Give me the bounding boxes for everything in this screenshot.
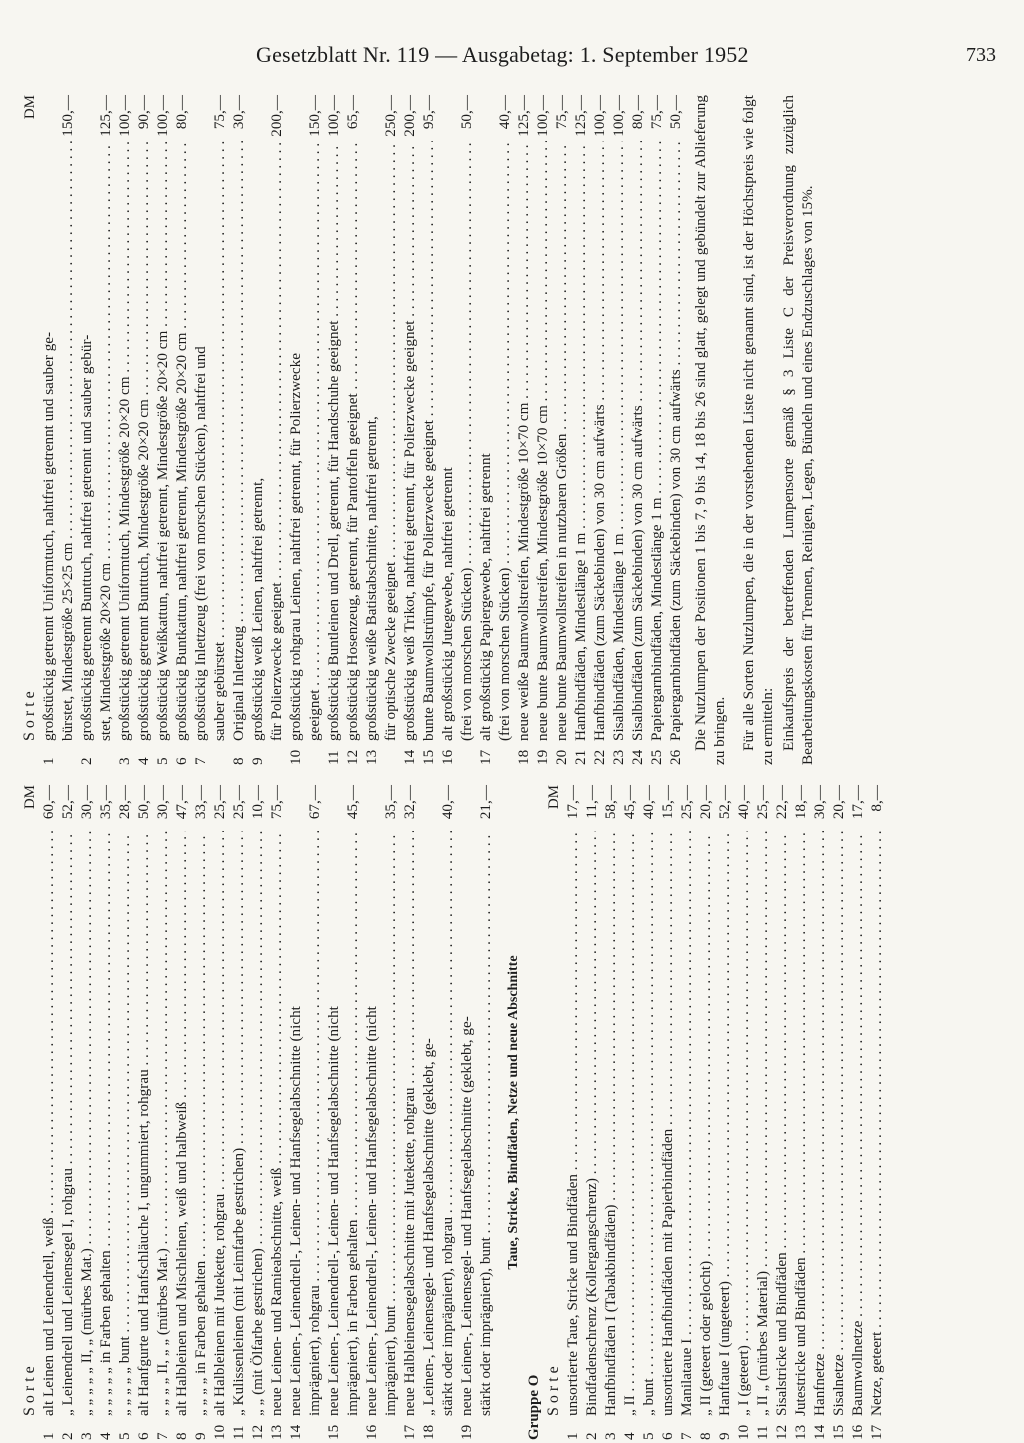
sort-number: 13: [268, 1424, 285, 1440]
sort-number: 3: [78, 1432, 95, 1440]
table-row: [639, 785, 658, 1440]
sort-description: großstückig weiß Trikot, nahtfrei getrennt, für Polierzwecke geeignet . . .: [400, 141, 419, 741]
sort-description: Sisalstricke und Bindfäden . . .: [772, 831, 791, 1416]
table-row: [867, 785, 886, 1440]
sort-description: Hanftaue I (ungeteert) . . .: [715, 831, 734, 1416]
sort-number: 9: [192, 1432, 209, 1440]
sort-price: 50,—: [667, 95, 684, 130]
sort-price: 75,—: [553, 95, 570, 130]
table-row: [115, 785, 134, 1440]
table-row: [810, 785, 829, 1440]
left-item-list: [39, 785, 495, 1440]
sort-price: 40,—: [640, 785, 657, 820]
sort-description: alt großstückig Jutegewebe, nahtfrei getrennt: [439, 467, 456, 741]
sort-description: imprägniert), bunt . . .: [381, 831, 400, 1416]
table-row: [476, 785, 495, 1440]
table-row: [96, 785, 115, 1440]
sort-price: 65,—: [344, 95, 361, 130]
sort-description: imprägniert), rohgrau . . .: [305, 831, 324, 1416]
sort-price: 100,—: [116, 95, 133, 137]
sort-number: 10: [287, 749, 304, 765]
sort-price: 11,—: [583, 785, 600, 819]
sort-price: 20,—: [830, 785, 847, 820]
table-row: [677, 785, 696, 1440]
sort-description: Papiergarnbindfäden (zum Säckebinden) von 30 cm aufwärts . . .: [666, 141, 685, 741]
sort-number: 20: [553, 749, 570, 765]
sort-number: 14: [811, 1424, 828, 1440]
table-row: [419, 785, 438, 1440]
sort-price: 28,—: [116, 785, 133, 820]
sort-price: 100,—: [610, 95, 627, 137]
sort-price: 100,—: [591, 95, 608, 137]
right-sorte-heading: Sorte: [21, 687, 38, 741]
sort-number: 2: [59, 1432, 76, 1440]
table-row: [58, 95, 77, 765]
sort-description: Sisalbindfäden, Mindestlänge 1 m . . .: [609, 141, 628, 741]
sort-description: großstückig Buntkattun, nahtfrei getrennt, Mindestgröße 20×20 cm . . .: [172, 141, 191, 741]
page-header: [60, 42, 1000, 76]
sort-description: geeignet . . .: [305, 141, 324, 741]
sort-price: 52,—: [716, 785, 733, 820]
sort-description: neue Halbleinensegelabschnitte mit Jutekette, rohgrau . . .: [400, 831, 419, 1416]
sort-description: stärkt oder imprägniert), bunt . . .: [476, 831, 495, 1416]
table-row: [514, 95, 533, 765]
column-heading: [20, 785, 39, 1440]
table-row: [153, 785, 172, 1440]
sort-price: 80,—: [173, 95, 190, 130]
table-row: [438, 785, 457, 1440]
sort-number: 15: [420, 749, 437, 765]
right-item-list: [39, 95, 685, 765]
sort-price: 75,—: [211, 95, 228, 130]
table-row: [658, 785, 677, 1440]
sort-price: 150,—: [59, 95, 76, 137]
table-row: [552, 95, 571, 765]
table-row: [305, 785, 324, 1440]
sort-description: unsortierte Hanfbindfäden mit Papierbindfäden . . .: [658, 831, 677, 1416]
table-row: [362, 95, 381, 765]
sort-price: 25,—: [230, 785, 247, 820]
sort-number: 16: [849, 1424, 866, 1440]
sort-number: 3: [116, 757, 133, 765]
sort-price: 40,—: [735, 785, 752, 820]
sort-description: Hanfnetze . . .: [810, 831, 829, 1416]
table-row: [628, 95, 647, 765]
sort-number: 17: [477, 749, 494, 765]
sort-description: „ „ „ „ „ II, „ (mürbes Mat.) . . .: [77, 831, 96, 1416]
sorte-heading: Sorte: [21, 1362, 38, 1416]
sort-description: großstückig weiße Batistabschnitte, nahtfrei getrennt,: [363, 416, 380, 741]
table-row: [362, 785, 381, 1440]
sort-description: „ bunt . . .: [639, 831, 658, 1416]
sort-number: 5: [116, 1432, 133, 1440]
sort-number: 19: [458, 1424, 475, 1440]
sort-price: 8,—: [868, 785, 885, 812]
sort-price: 50,—: [458, 95, 475, 130]
sort-price: 30,—: [78, 785, 95, 820]
table-row: [590, 95, 609, 765]
sort-description: bunte Baumwollstrümpfe, für Polierzwecke geeignet . . .: [419, 141, 438, 741]
sort-price: 18,—: [792, 785, 809, 820]
sort-description: Bindfadenschrenz (Kollergangschrenz) . . .: [582, 831, 601, 1416]
sort-number: 17: [868, 1424, 885, 1440]
sort-price: 80,—: [629, 95, 646, 130]
sort-description: stärkt oder imprägniert), rohgrau . . .: [438, 831, 457, 1416]
sort-description: (frei von morschen Stücken) . . .: [457, 141, 476, 741]
group-title: Taue, Stricke, Bindfäden, Netze und neue Abschnitte: [506, 955, 521, 1270]
sort-number: 14: [401, 749, 418, 765]
sort-price: 60,—: [40, 785, 57, 820]
sort-price: 30,—: [230, 95, 247, 130]
table-row: [343, 95, 362, 765]
sort-description: großstückig Hosenzeug, getrennt, für Pantoffeln geeignet . . .: [343, 141, 362, 741]
sort-price: 200,—: [401, 95, 418, 137]
sort-number: 15: [325, 1424, 342, 1440]
table-row: [267, 785, 286, 1440]
sort-description: neue bunte Baumwollstreifen, Mindestgröße 10×70 cm . . .: [533, 141, 552, 741]
sort-description: großstückig Weißkattun, nahtfrei getrennt, Mindestgröße 20×20 cm . . .: [153, 141, 172, 741]
sort-number: 12: [344, 749, 361, 765]
sort-number: 7: [678, 1432, 695, 1440]
right-column-heading: [20, 95, 39, 765]
table-row: [305, 95, 324, 765]
sort-price: 47,—: [173, 785, 190, 820]
sort-description: „ Leinendrell und Leinensegel I, rohgrau . . .: [58, 831, 77, 1416]
sort-description: Netze, geteert . . .: [867, 831, 886, 1416]
table-row: [115, 95, 134, 765]
sort-price: 75,—: [648, 95, 665, 130]
table-row: [96, 95, 115, 765]
sort-description: großstückig Inlettzeug (frei von morschen Stücken), nahtfrei und: [192, 346, 209, 741]
sort-number: 17: [401, 1424, 418, 1440]
sort-price: 150,—: [306, 95, 323, 137]
sort-price: 200,—: [268, 95, 285, 137]
sort-number: 8: [697, 1432, 714, 1440]
sort-number: 2: [583, 1432, 600, 1440]
sort-description: neue Leinen-, Leinendrell-, Leinen- und Hanfsegelabschnitte (nicht: [325, 1006, 342, 1416]
sort-number: 8: [230, 757, 247, 765]
table-row: [324, 95, 343, 765]
table-row: [39, 785, 58, 1440]
table-row: [153, 95, 172, 765]
sort-number: 7: [192, 757, 209, 765]
sort-number: 22: [591, 749, 608, 765]
table-row: [286, 785, 305, 1440]
sort-price: 90,—: [135, 95, 152, 130]
sort-description: „ „ „ „ II, „ „ (mürbes Mat.) . . .: [153, 831, 172, 1416]
table-row: [248, 785, 267, 1440]
sort-price: 33,—: [192, 785, 209, 820]
sort-number: 4: [97, 1432, 114, 1440]
sort-number: 2: [78, 757, 95, 765]
table-row: [715, 785, 734, 1440]
table-row: [734, 785, 753, 1440]
sort-price: 100,—: [325, 95, 342, 137]
table-row: [343, 785, 362, 1440]
sort-description: sauber gebürstet . . .: [210, 141, 229, 741]
sort-description: großstückig rohgrau Leinen, nahtfrei getrennt, für Polierzwecke: [287, 353, 304, 741]
sort-number: 13: [792, 1424, 809, 1440]
sort-description: Hanfbindfäden (zum Säckebinden) von 30 cm aufwärts . . .: [590, 141, 609, 741]
sort-description: neue Leinen- und Ramieabschnitte, weiß . . .: [267, 831, 286, 1416]
rotated-price-table: [20, 85, 955, 1440]
table-row: [400, 785, 419, 1440]
table-row: [134, 785, 153, 1440]
sort-number: 12: [773, 1424, 790, 1440]
sort-price: 10,—: [249, 785, 266, 820]
sort-number: 18: [420, 1424, 437, 1440]
sort-price: 40,—: [496, 95, 513, 130]
sort-description: „ Kulissenleinen (mit Leimfarbe gestrichen) . . .: [229, 831, 248, 1416]
table-row: [582, 785, 601, 1440]
table-row: [191, 785, 210, 1440]
sort-number: 5: [640, 1432, 657, 1440]
group-sorte-heading: Sorte: [545, 1362, 562, 1416]
sort-price: 50,—: [135, 785, 152, 820]
left-column: [20, 785, 955, 1440]
sort-price: 35,—: [382, 785, 399, 820]
sort-description: Original Inlettzeug . . .: [229, 141, 248, 741]
sort-price: 35,—: [97, 785, 114, 820]
sort-price: 125,—: [97, 95, 114, 137]
table-row: [620, 785, 639, 1440]
table-row: [647, 95, 666, 765]
sort-description: „ I (geteert) . . .: [734, 831, 753, 1416]
sort-description: großstückig Buntleinen und Drell, getrennt, für Handschuhe geeignet . . .: [324, 141, 343, 741]
note-other-sorts: Für alle Sorten Nutzlumpen, die in der vorstehenden Liste nicht genannt sind, ist der Höchstpreis wie folgt zu ermitteln:: [740, 95, 776, 765]
table-row: [39, 95, 58, 765]
table-row: [601, 785, 620, 1440]
table-row: [324, 785, 343, 1440]
sort-price: 67,—: [306, 785, 323, 820]
sort-price: 75,—: [268, 785, 285, 820]
table-row: [571, 95, 590, 765]
sort-description: alt Halbleinen und Mischleinen, weiß und halbweiß . . .: [172, 831, 191, 1416]
sort-number: 4: [135, 757, 152, 765]
notes: [691, 95, 817, 765]
sort-number: 9: [249, 757, 266, 765]
sort-price: 32,—: [401, 785, 418, 820]
sort-description: Jutestricke und Bindfäden . . .: [791, 831, 810, 1416]
table-row: [58, 785, 77, 1440]
sort-description: „ „ (mit Ölfarbe gestrichen) . . .: [248, 831, 267, 1416]
sort-number: 25: [648, 749, 665, 765]
sort-description: neue weiße Baumwollstreifen, Mindestgröße 10×70 cm . . .: [514, 141, 533, 741]
sort-number: 7: [154, 1432, 171, 1440]
sort-description: Manilataue I . . .: [677, 831, 696, 1416]
table-row: [791, 785, 810, 1440]
table-row: [286, 95, 305, 765]
sort-number: 15: [830, 1424, 847, 1440]
sort-price: 125,—: [515, 95, 532, 137]
sort-description: „ II . . .: [620, 831, 639, 1416]
table-row: [248, 95, 267, 765]
table-row: [666, 95, 685, 765]
table-row: [609, 95, 628, 765]
note-price-formula: Einkaufspreis der betreffenden Lumpensorte gemäß § 3 Liste C der Preisverordnung zuzüglich Bearbeitungskosten für Trennen, Reinigen, Legen, Bündeln und eines Endzuschlages von 15%.: [780, 95, 816, 765]
sort-description: alt großstückig Papiergewebe, nahtfrei getrennt: [477, 453, 494, 741]
table-row: [229, 95, 248, 765]
table-row: [381, 95, 400, 765]
group-currency-heading: DM: [546, 785, 562, 810]
sort-number: 13: [363, 749, 380, 765]
table-row: [400, 95, 419, 765]
sort-description: alt Halbleinen mit Jutekette, rohgrau . . .: [210, 831, 229, 1416]
sort-price: 22,—: [773, 785, 790, 820]
sort-number: 10: [211, 1424, 228, 1440]
sort-description: Papiergarnbindfäden, Mindestlänge 1 m . . .: [647, 141, 666, 741]
sort-price: 125,—: [572, 95, 589, 137]
sort-price: 20,—: [697, 785, 714, 820]
sort-price: 21,—: [477, 785, 494, 820]
sort-number: 14: [287, 1424, 304, 1440]
sort-number: 19: [534, 749, 551, 765]
sort-number: 9: [716, 1432, 733, 1440]
sort-description: großstückig getrennt Bunttuch, nahtfrei getrennt und sauber gebür-: [78, 334, 95, 741]
sort-description: Baumwollnetze . . .: [848, 831, 867, 1416]
currency-heading: DM: [22, 785, 38, 810]
table-row: [753, 785, 772, 1440]
sort-number: 16: [439, 749, 456, 765]
sort-description: „ II (geteert oder gelocht) . . .: [696, 831, 715, 1416]
sort-description: neue Leinen-, Leinensegel- und Hanfsegelabschnitte (geklebt, ge-: [458, 1016, 475, 1416]
sort-description: „ II „ (mürbes Material) . . .: [753, 831, 772, 1416]
sort-description: neue Leinen-, Leinendrell-, Leinen- und Hanfsegelabschnitte (nicht: [287, 1006, 304, 1416]
sort-description: Hanfbindfäden I (Tabakbindfäden) . . .: [601, 831, 620, 1416]
sort-number: 12: [249, 1424, 266, 1440]
table-row: [172, 95, 191, 765]
table-row: [134, 95, 153, 765]
sort-number: 21: [572, 749, 589, 765]
table-row: [381, 785, 400, 1440]
sort-price: 95,—: [420, 95, 437, 130]
sort-price: 30,—: [811, 785, 828, 820]
table-row: [696, 785, 715, 1440]
table-row: [210, 785, 229, 1440]
table-row: [229, 785, 248, 1440]
sort-number: 1: [40, 1432, 57, 1440]
table-row: [457, 785, 476, 1440]
sort-number: 3: [602, 1432, 619, 1440]
sort-price: 100,—: [154, 95, 171, 137]
table-row: [172, 785, 191, 1440]
sort-number: 8: [173, 1432, 190, 1440]
sort-description: großstückig weiß Leinen, nahtfrei getrennt,: [249, 477, 266, 741]
sort-price: 25,—: [678, 785, 695, 820]
sort-price: 40,—: [439, 785, 456, 820]
sort-number: 1: [564, 1432, 581, 1440]
sort-price: 25,—: [211, 785, 228, 820]
sort-number: 18: [515, 749, 532, 765]
sort-price: 17,—: [564, 785, 581, 820]
sort-number: 26: [667, 749, 684, 765]
group-item-list: [563, 785, 886, 1440]
sort-number: 1: [40, 757, 57, 765]
sort-description: großstückig getrennt Uniformtuch, Mindestgröße 20×20 cm . . .: [115, 141, 134, 741]
sort-description: „ „ „ „ „ bunt . . .: [115, 831, 134, 1416]
sort-number: 11: [325, 750, 342, 765]
sort-description: für optische Zwecke geeignet . . .: [381, 141, 400, 741]
sort-price: 25,—: [754, 785, 771, 820]
sort-description: „ „ „ „ „ in Farben gehalten . . .: [96, 831, 115, 1416]
sort-number: 10: [735, 1424, 752, 1440]
page-number: 733: [966, 44, 996, 66]
sort-description: Sisalnetze . . .: [829, 831, 848, 1416]
table-row: [848, 785, 867, 1440]
sort-price: 45,—: [621, 785, 638, 820]
sort-number: 6: [173, 757, 190, 765]
sort-price: 52,—: [59, 785, 76, 820]
table-row: [267, 95, 286, 765]
sort-number: 4: [621, 1432, 638, 1440]
sort-number: 23: [610, 749, 627, 765]
sort-description: bürstet, Mindestgröße 25×25 cm . . .: [58, 141, 77, 741]
table-row: [438, 95, 457, 765]
group-column-heading: [544, 785, 563, 1440]
note-bundling: Die Nutzlumpen der Positionen 1 bis 7, 9 bis 14, 18 bis 26 sind glatt, gelegt und gebündelt zur Ablieferung zu bringen.: [692, 95, 728, 765]
table-row: [419, 95, 438, 765]
right-column: [20, 95, 955, 765]
sort-description: alt Leinen und Leinendrell, weiß . . .: [39, 831, 58, 1416]
table-row: [210, 95, 229, 765]
sort-price: 45,—: [344, 785, 361, 820]
table-row: [563, 785, 582, 1440]
sort-price: 100,—: [534, 95, 551, 137]
table-row: [476, 95, 495, 765]
sort-number: 16: [363, 1424, 380, 1440]
sort-price: 58,—: [602, 785, 619, 820]
sort-number: 6: [135, 1432, 152, 1440]
table-row: [533, 95, 552, 765]
sort-description: alt Hanfgurte und Hanfschläuche I, ungummiert, rohgrau . . .: [134, 831, 153, 1416]
table-row: [191, 95, 210, 765]
sort-description: „ „ „ „ in Farben gehalten . . .: [191, 831, 210, 1416]
gazette-title: Gesetzblatt Nr. 119 — Ausgabetag: 1. September 1952: [256, 42, 749, 67]
right-currency-heading: DM: [22, 95, 38, 120]
sort-number: 6: [659, 1432, 676, 1440]
sort-description: großstückig getrennt Bunttuch, Mindestgröße 20×20 cm . . .: [134, 141, 153, 741]
sort-description: (frei von morschen Stücken) . . .: [495, 141, 514, 741]
sort-price: 250,—: [382, 95, 399, 137]
table-row: [77, 95, 96, 765]
sort-description: neue bunte Baumwollstreifen in nutzbaren Größen . . .: [552, 141, 571, 741]
sort-description: neue Leinen-, Leinendrell-, Leinen- und Hanfsegelabschnitte (nicht: [363, 1006, 380, 1416]
sort-number: 24: [629, 749, 646, 765]
sort-price: 30,—: [154, 785, 171, 820]
sort-description: für Polierzwecke geeignet . . .: [267, 141, 286, 741]
sort-description: „ Leinen-, Leinensegel- und Hanfsegelabschnitte (geklebt, ge-: [420, 1038, 437, 1416]
sort-description: stet, Mindestgröße 20×20 cm . . .: [96, 141, 115, 741]
sort-description: imprägniert), in Farben gehalten . . .: [343, 831, 362, 1416]
sort-description: Sisalbindfäden (zum Säckebinden) von 30 cm aufwärts . . .: [628, 141, 647, 741]
table-row: [829, 785, 848, 1440]
sort-number: 11: [754, 1425, 771, 1440]
sort-description: Hanfbindfäden, Mindestlänge 1 m . . .: [571, 141, 590, 741]
sort-price: 15,—: [659, 785, 676, 820]
table-row: [772, 785, 791, 1440]
table-row: [77, 785, 96, 1440]
sort-description: großstückig getrennt Uniformtuch, nahtfrei getrennt und sauber ge-: [40, 331, 57, 741]
sort-number: 11: [230, 1425, 247, 1440]
sort-description: unsortierte Taue, Stricke und Bindfäden . . .: [563, 831, 582, 1416]
table-row: [457, 95, 476, 765]
sort-price: 17,—: [849, 785, 866, 820]
table-row: [495, 95, 514, 765]
sort-number: 5: [154, 757, 171, 765]
group-label: Gruppe O: [526, 1374, 542, 1440]
